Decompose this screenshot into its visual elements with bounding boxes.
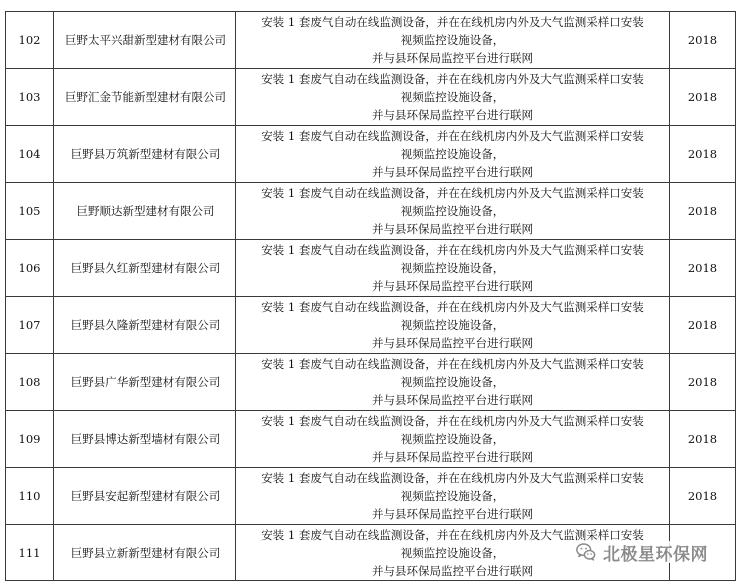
measure-line: 视频监控设施设备， <box>400 432 505 446</box>
company-name-cell: 巨野县久红新型建材有限公司 <box>54 240 236 297</box>
row-number-cell: 108 <box>6 354 54 411</box>
row-number-cell: 110 <box>6 468 54 525</box>
table-row <box>6 12 736 69</box>
company-name-cell: 巨野顺达新型建材有限公司 <box>54 183 236 240</box>
measure-line: 视频监控设施设备， <box>400 318 505 332</box>
year-cell: 2018 <box>670 240 736 297</box>
measure-cell <box>236 183 670 240</box>
row-number-cell: 105 <box>6 183 54 240</box>
measure-line: 视频监控设施设备， <box>400 147 505 161</box>
measure-line: 并与县环保局监控平台进行联网 <box>372 51 533 65</box>
measure-cell <box>236 411 670 468</box>
measure-cell <box>236 354 670 411</box>
row-number-cell: 102 <box>6 12 54 69</box>
table-row <box>6 69 736 126</box>
measure-line: 视频监控设施设备， <box>400 261 505 275</box>
year-cell: 2018 <box>670 468 736 525</box>
table-row <box>6 240 736 297</box>
year-cell: 2018 <box>670 126 736 183</box>
year-cell: 2018 <box>670 69 736 126</box>
measure-line: 安装 1 套废气自动在线监测设备，并在在线机房内外及大气监测采样口安装 <box>261 414 644 428</box>
measure-line: 视频监控设施设备， <box>400 33 505 47</box>
measure-line: 安装 1 套废气自动在线监测设备，并在在线机房内外及大气监测采样口安装 <box>261 129 644 143</box>
measure-line: 安装 1 套废气自动在线监测设备，并在在线机房内外及大气监测采样口安装 <box>261 243 644 257</box>
measure-line: 并与县环保局监控平台进行联网 <box>372 108 533 122</box>
table-row <box>6 297 736 354</box>
row-number-cell: 109 <box>6 411 54 468</box>
measure-line: 安装 1 套废气自动在线监测设备，并在在线机房内外及大气监测采样口安装 <box>261 15 644 29</box>
year-cell: 2018 <box>670 354 736 411</box>
measure-line: 并与县环保局监控平台进行联网 <box>372 507 533 521</box>
watermark-text: 北极星环保网 <box>603 544 708 565</box>
measure-line: 安装 1 套废气自动在线监测设备，并在在线机房内外及大气监测采样口安装 <box>261 300 644 314</box>
row-number-cell: 104 <box>6 126 54 183</box>
measure-cell <box>236 69 670 126</box>
measure-line: 视频监控设施设备， <box>400 375 505 389</box>
measure-line: 并与县环保局监控平台进行联网 <box>372 450 533 464</box>
company-name-cell: 巨野汇金节能新型建材有限公司 <box>54 69 236 126</box>
company-name-cell: 巨野太平兴甜新型建材有限公司 <box>54 12 236 69</box>
measure-cell <box>236 297 670 354</box>
company-name-cell: 巨野县博达新型墙材有限公司 <box>54 411 236 468</box>
measure-line: 视频监控设施设备， <box>400 545 505 560</box>
measure-line: 视频监控设施设备， <box>400 204 505 218</box>
year-cell: 2018 <box>670 183 736 240</box>
year-cell: 2018 <box>670 411 736 468</box>
row-number-cell: 107 <box>6 297 54 354</box>
measure-line: 并与县环保局监控平台进行联网 <box>372 222 533 236</box>
measure-line: 并与县环保局监控平台进行联网 <box>372 336 533 350</box>
company-name-cell: 巨野县广华新型建材有限公司 <box>54 354 236 411</box>
measure-cell <box>236 126 670 183</box>
row-number-cell: 111 <box>6 525 54 581</box>
table-row <box>6 126 736 183</box>
row-number-cell: 106 <box>6 240 54 297</box>
wechat-icon <box>575 541 597 563</box>
measure-cell <box>236 12 670 69</box>
table-row <box>6 354 736 411</box>
measure-cell <box>236 240 670 297</box>
company-name-cell: 巨野县万筑新型建材有限公司 <box>54 126 236 183</box>
table-row <box>6 468 736 525</box>
company-name-cell: 巨野县安起新型建材有限公司 <box>54 468 236 525</box>
table-row <box>6 411 736 468</box>
year-cell: 2018 <box>670 12 736 69</box>
measure-line: 安装 1 套废气自动在线监测设备，并在在线机房内外及大气监测采样口安装 <box>261 357 644 371</box>
year-cell: 2018 <box>670 297 736 354</box>
measure-line: 并与县环保局监控平台进行联网 <box>372 393 533 407</box>
measure-line: 安装 1 套废气自动在线监测设备，并在在线机房内外及大气监测采样口安装 <box>261 186 644 200</box>
measure-line: 安装 1 套废气自动在线监测设备，并在在线机房内外及大气监测采样口安装 <box>261 527 644 542</box>
measure-line: 视频监控设施设备， <box>400 90 505 104</box>
measure-cell <box>236 468 670 525</box>
measure-line: 视频监控设施设备， <box>400 489 505 503</box>
measure-line: 安装 1 套废气自动在线监测设备，并在在线机房内外及大气监测采样口安装 <box>261 72 644 86</box>
measure-line: 并与县环保局监控平台进行联网 <box>372 563 533 578</box>
company-name-cell: 巨野县立新新型建材有限公司 <box>54 525 236 581</box>
company-name-cell: 巨野县久隆新型建材有限公司 <box>54 297 236 354</box>
project-table <box>5 11 736 581</box>
project-table-container <box>5 11 735 581</box>
measure-line: 安装 1 套废气自动在线监测设备，并在在线机房内外及大气监测采样口安装 <box>261 471 644 485</box>
row-number-cell: 103 <box>6 69 54 126</box>
measure-line: 并与县环保局监控平台进行联网 <box>372 279 533 293</box>
table-row <box>6 183 736 240</box>
measure-line: 并与县环保局监控平台进行联网 <box>372 165 533 179</box>
source-watermark <box>571 541 712 563</box>
